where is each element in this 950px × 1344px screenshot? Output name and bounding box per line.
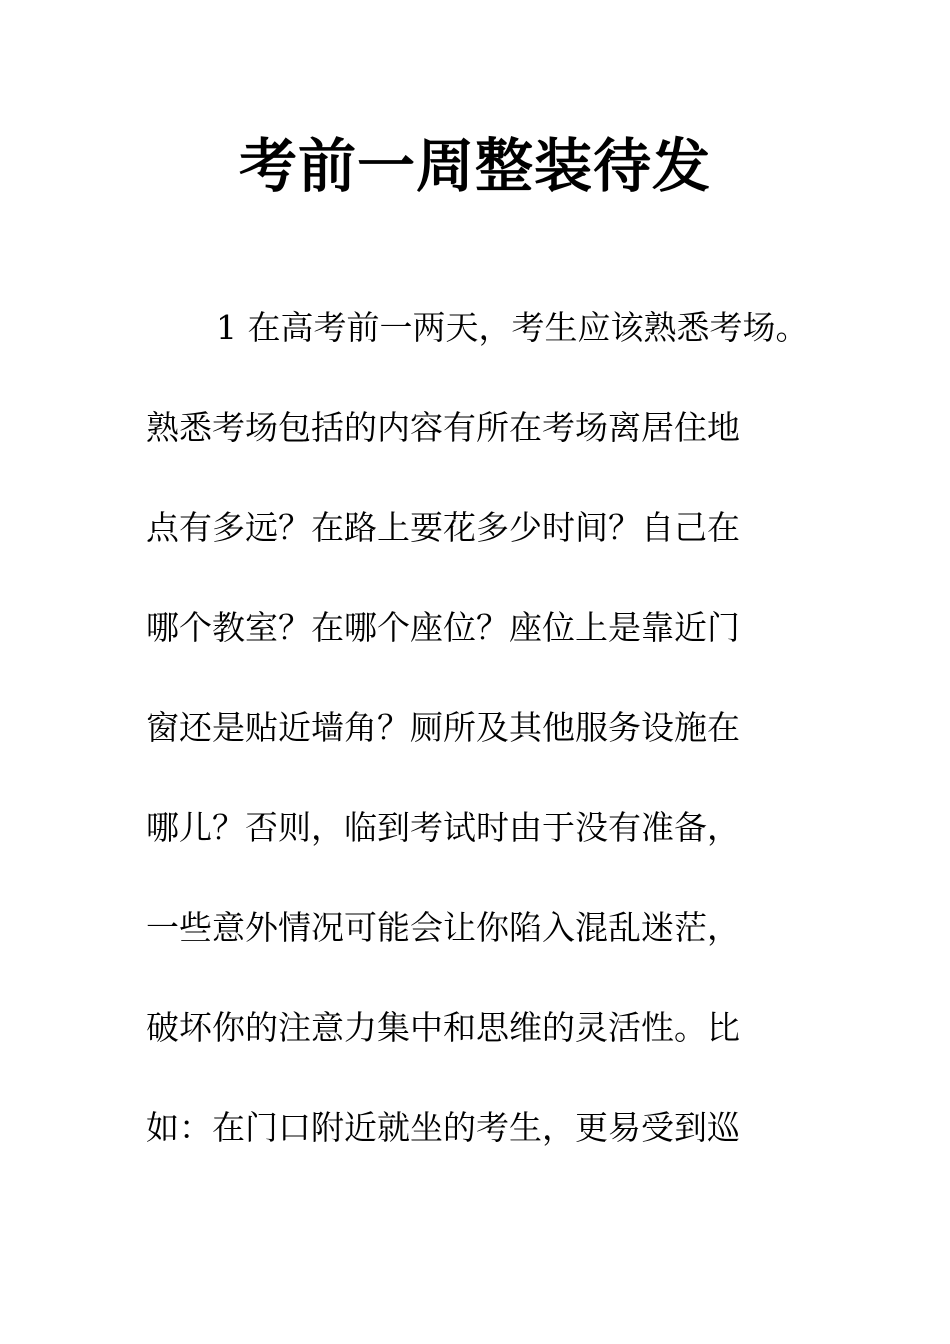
text-line: 点有多远？在路上要花多少时间？自己在 — [146, 508, 740, 547]
text-line: 如：在门口附近就坐的考生，更易受到巡 — [146, 1108, 740, 1147]
text-line: 一些意外情况可能会让你陷入混乱迷茫， — [146, 908, 740, 947]
text-line: 窗还是贴近墙角？厕所及其他服务设施在 — [146, 708, 740, 747]
text-line: 熟悉考场包括的内容有所在考场离居住地 — [146, 408, 740, 447]
text-line: 1 在高考前一两天，考生应该熟悉考场。 — [216, 308, 809, 347]
text-line: 哪个教室？在哪个座位？座位上是靠近门 — [146, 608, 740, 647]
text-line: 破坏你的注意力集中和思维的灵活性。比 — [146, 1008, 740, 1047]
text-line: 哪儿？否则，临到考试时由于没有准备， — [146, 808, 740, 847]
document-title: 考前一周整装待发 — [238, 132, 711, 200]
